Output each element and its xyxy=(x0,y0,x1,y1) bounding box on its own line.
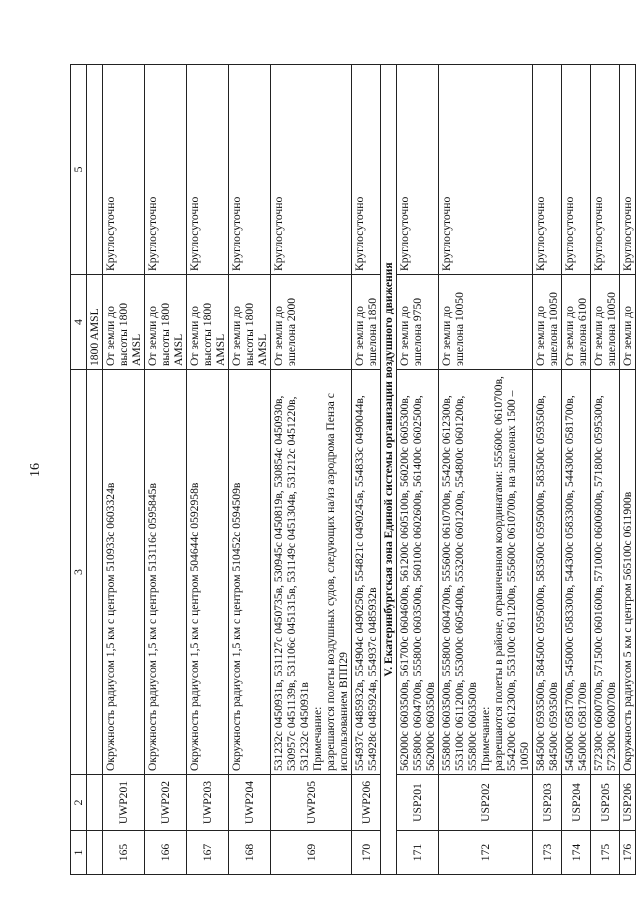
table-row xyxy=(397,65,439,875)
continuation-row xyxy=(87,65,103,875)
row-number: 173 xyxy=(533,831,562,875)
operating-time: Круглосуточно xyxy=(352,65,381,275)
row-number: 166 xyxy=(145,831,187,875)
row-number: 175 xyxy=(591,831,620,875)
zone-description xyxy=(439,370,533,775)
zone-description: 584500с 0593500в, 584500с 0595000в, 583500с 0595000в, 583500с 0593500в, 584500с 0593500в xyxy=(533,370,562,775)
zone-code: USP201 xyxy=(397,775,439,831)
table-row xyxy=(562,65,591,875)
zone-description: Окружность радиусом 1,5 км с центром 510933с 0603324в xyxy=(103,370,145,775)
operating-time: Круглосуточно xyxy=(103,65,145,275)
vertical-limits: От земли до эшелона 2000 xyxy=(271,275,352,370)
note-text: разрешаются полеты воздушных судов, следующих на/из аэродрома Пенза с использованием ВПП29 xyxy=(324,393,350,771)
zone-description: 572300с 0600700в, 571500с 0601600в, 571000с 0600600в, 571800с 0595300в, 572300с 0600700в xyxy=(591,370,620,775)
operating-time: Круглосуточно xyxy=(620,65,636,275)
zone-code: USP202 xyxy=(439,775,533,831)
zone-description: 554937с 0485932в, 554904с 0490250в, 554821с 0490245в, 554833с 0490044в, 554928с 0485924в, 554937с 0485932в xyxy=(352,370,381,775)
zone-description xyxy=(271,370,352,775)
zone-description: 562000с 0603500в, 561700с 0604600в, 561200с 0605100в, 560200с 0605300в, 555800с 0604700в, 555800с 0603500в, 560100с 0602600в, 561400с 0602500в, 562000с 0603500в xyxy=(397,370,439,775)
coordinates-text: 531232с 0450931в, 531127с 0450735в, 530945с 0450819в, 530854с 0450930в, 530957с 0451139в, 531106с 0451315в, 531149с 0451304в, 531212с 0451220в, 531232с 0450931в xyxy=(272,395,311,771)
vertical-limits: От земли до высоты 1800 AMSL xyxy=(229,275,271,370)
airspace-table xyxy=(70,64,636,875)
vertical-limits: От земли до эшелона 1850 xyxy=(352,275,381,370)
zone-description: Окружность радиусом 1,5 км с центром 504644с 0592958в xyxy=(187,370,229,775)
zone-description: 545000с 0581700в, 545000с 0583300в, 544300с 0583300в, 544300с 0581700в, 545000с 0581700в xyxy=(562,370,591,775)
vertical-limits: От земли до высоты 1800 AMSL xyxy=(145,275,187,370)
vertical-limits: От земли до эшелона 10050 xyxy=(533,275,562,370)
note-label: Примечание: xyxy=(311,706,324,771)
operating-time: Круглосуточно xyxy=(533,65,562,275)
operating-time: Круглосуточно xyxy=(562,65,591,275)
vertical-limits: От земли до высоты 1800 AMSL xyxy=(103,275,145,370)
vertical-limits: От земли до xyxy=(620,275,636,370)
header-col-2: 2 xyxy=(71,775,87,831)
note-text: разрешаются полеты в районе, ограниченном координатами: 555600с 0610700в, 554200с 0612300в, 553100с 0611200в, 555600с 0610700в, на эшелонах 1500 – 10050 xyxy=(492,376,531,771)
section-heading-row xyxy=(381,65,397,875)
zone-code: UWP201 xyxy=(103,775,145,831)
row-number: 167 xyxy=(187,831,229,875)
section-title: V. Екатеринбургская зона Единой системы организации воздушного движения xyxy=(381,65,397,875)
header-col-5: 5 xyxy=(71,65,87,275)
table-row xyxy=(533,65,562,875)
row-number: 168 xyxy=(229,831,271,875)
operating-time: Круглосуточно xyxy=(145,65,187,275)
coordinates-text: 555800с 0603500в, 555800с 0604700в, 555600с 0610700в, 554200с 0612300в, 553100с 0611200в, 553000с 0605400в, 553200с 0601200в, 554800с 0601200в, 555800с 0603500в xyxy=(440,395,479,771)
zone-description: Окружность радиусом 1,5 км с центром 510452с 0594509в xyxy=(229,370,271,775)
zone-code: UWP205 xyxy=(271,775,352,831)
zone-code: UWP203 xyxy=(187,775,229,831)
table-row xyxy=(103,65,145,875)
vertical-limits: От земли до эшелона 9750 xyxy=(397,275,439,370)
row-number: 171 xyxy=(397,831,439,875)
zone-code: USP205 xyxy=(591,775,620,831)
table-row xyxy=(187,65,229,875)
operating-time: Круглосуточно xyxy=(229,65,271,275)
vertical-limits: От земли до эшелона 6100 xyxy=(562,275,591,370)
zone-code: UWP204 xyxy=(229,775,271,831)
row-number: 165 xyxy=(103,831,145,875)
table-row xyxy=(352,65,381,875)
header-row xyxy=(71,65,87,875)
row-number: 176 xyxy=(620,831,636,875)
vertical-limits: От земли до высоты 1800 AMSL xyxy=(187,275,229,370)
operating-time: Круглосуточно xyxy=(397,65,439,275)
zone-code: USP206 xyxy=(620,775,636,831)
header-col-3: 3 xyxy=(71,370,87,775)
rotated-table-block xyxy=(28,65,634,875)
zone-code: UWP202 xyxy=(145,775,187,831)
zone-code: USP204 xyxy=(562,775,591,831)
row-number: 170 xyxy=(352,831,381,875)
vertical-limits: От земли до эшелона 10050 xyxy=(439,275,533,370)
continuation-limits: 1800 AMSL xyxy=(87,275,103,370)
note-label: Примечание: xyxy=(479,706,492,771)
row-number: 172 xyxy=(439,831,533,875)
zone-description: Окружность радиусом 5 км с центром 565100с 0611900в xyxy=(620,370,636,775)
table-row xyxy=(145,65,187,875)
table-row xyxy=(439,65,533,875)
table-row xyxy=(229,65,271,875)
row-number: 174 xyxy=(562,831,591,875)
table-row xyxy=(620,65,636,875)
operating-time: Круглосуточно xyxy=(591,65,620,275)
table-row xyxy=(271,65,352,875)
page-number: 16 xyxy=(28,463,43,477)
zone-code: UWP206 xyxy=(352,775,381,831)
header-col-4: 4 xyxy=(71,275,87,370)
table-row xyxy=(591,65,620,875)
operating-time: Круглосуточно xyxy=(439,65,533,275)
header-col-1: 1 xyxy=(71,831,87,875)
zone-description: Окружность радиусом 1,5 км с центром 513116с 0595845в xyxy=(145,370,187,775)
operating-time: Круглосуточно xyxy=(187,65,229,275)
operating-time: Круглосуточно xyxy=(271,65,352,275)
row-number: 169 xyxy=(271,831,352,875)
zone-code: USP203 xyxy=(533,775,562,831)
vertical-limits: От земли до эшелона 10050 xyxy=(591,275,620,370)
